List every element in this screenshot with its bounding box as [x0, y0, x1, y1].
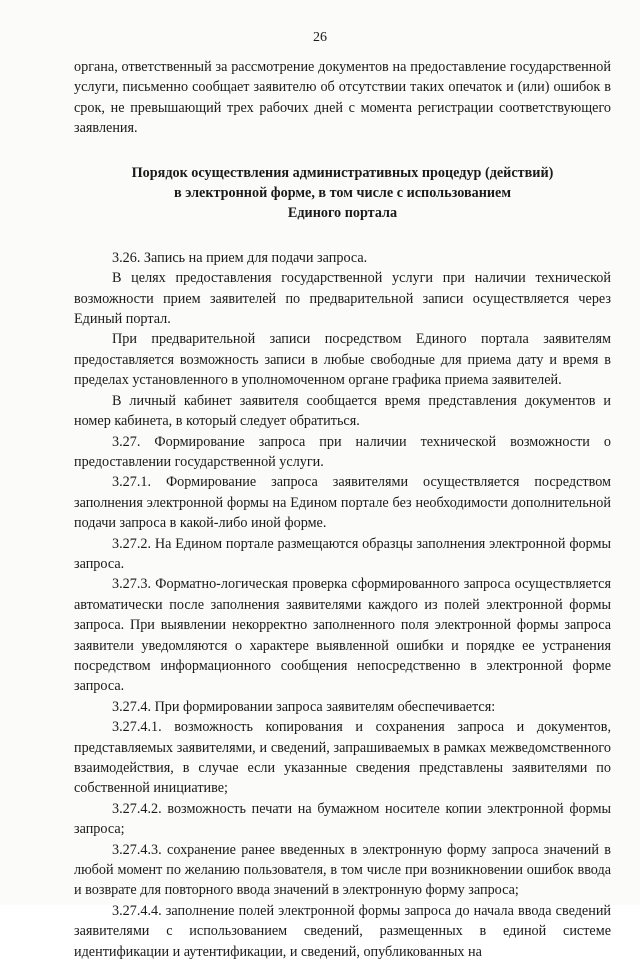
intro-paragraph: органа, ответственный за рассмотрение документов на предоставление государственной услуги, письменно сообщает заявителю об отсутствии таких опечаток и (или) ошибок в срок, не превышающий трех рабочих дней с момента регистрации соответствующего заявления.: [74, 59, 611, 137]
paragraph-appointment-options: При предварительной записи посредством Единого портала заявителям предоставляется возможность записи в любые свободные для приема дату и время в пределах установленного в уполномоченном органе графика приема заявителей.: [74, 331, 611, 389]
paragraph-3-27: 3.27. Формирование запроса при наличии технической возможности о предоставлении государственной услуги.: [74, 433, 611, 470]
paragraph-3-27-4-3: 3.27.4.3. сохранение ранее введенных в электронную форму запроса значений в любой момент по желанию пользователя, в том числе при возникновении ошибок ввода и возврате для повторного ввода значений в электронную форму запроса;: [74, 841, 611, 899]
heading-line-1: Порядок осуществления административных процедур (действий): [131, 164, 554, 181]
paragraph-3-27-1: 3.27.1. Формирование запроса заявителями осуществляется посредством заполнения электронной формы на Едином портале без необходимости дополнительной подачи запроса в какой-либо иной форме.: [74, 474, 611, 532]
paragraph-3-26: 3.26. Запись на прием для подачи запроса.: [112, 249, 368, 266]
heading-line-2: в электронной форме, в том числе с использованием: [173, 185, 512, 202]
paragraph-3-27-4: 3.27.4. При формировании запроса заявителям обеспечивается:: [112, 698, 496, 715]
section-heading: [74, 163, 611, 224]
document-body: [74, 57, 611, 962]
paragraph-3-27-4-1: 3.27.4.1. возможность копирования и сохранения запроса и документов, представляемых заявителями, и сведений, запрашиваемых в рамках межведомственного взаимодействия, в случае если указанные сведения представлены заявителями по собственной инициативе;: [74, 719, 611, 797]
heading-line-3: Единого портала: [287, 205, 398, 222]
margin-stamp: [624, 22, 634, 82]
paragraph-3-27-4-4: 3.27.4.4. заполнение полей электронной формы запроса до начала ввода сведений заявителями с использованием сведений, размещенных в единой системе идентификации и аутентификации, и сведений, опубликованных на: [74, 902, 611, 960]
paragraph-personal-cabinet: В личный кабинет заявителя сообщается время представления документов и номер кабинета, в который следует обратиться.: [74, 392, 611, 430]
paragraph-3-27-3: 3.27.3. Форматно-логическая проверка сформированного запроса осуществляется автоматически после заполнения заявителями каждого из полей электронной формы запроса. При выявлении некорректно заполненного поля электронной формы запроса заявители уведомляются о характере выявленной ошибки и порядке ее устранения посредством информационного сообщения непосредственно в электронной форме запроса.: [74, 576, 611, 695]
page-number: 26: [313, 30, 327, 45]
paragraph-prior-appointment: В целях предоставления государственной услуги при наличии технической возможности прием заявителей по предварительной записи осуществляется через Единый портал.: [74, 270, 611, 328]
paragraph-3-27-4-2: 3.27.4.2. возможность печати на бумажном носителе копии электронной формы запроса;: [74, 800, 611, 838]
paragraph-3-27-2: 3.27.2. На Едином портале размещаются образцы заполнения электронной формы запроса.: [74, 535, 611, 572]
